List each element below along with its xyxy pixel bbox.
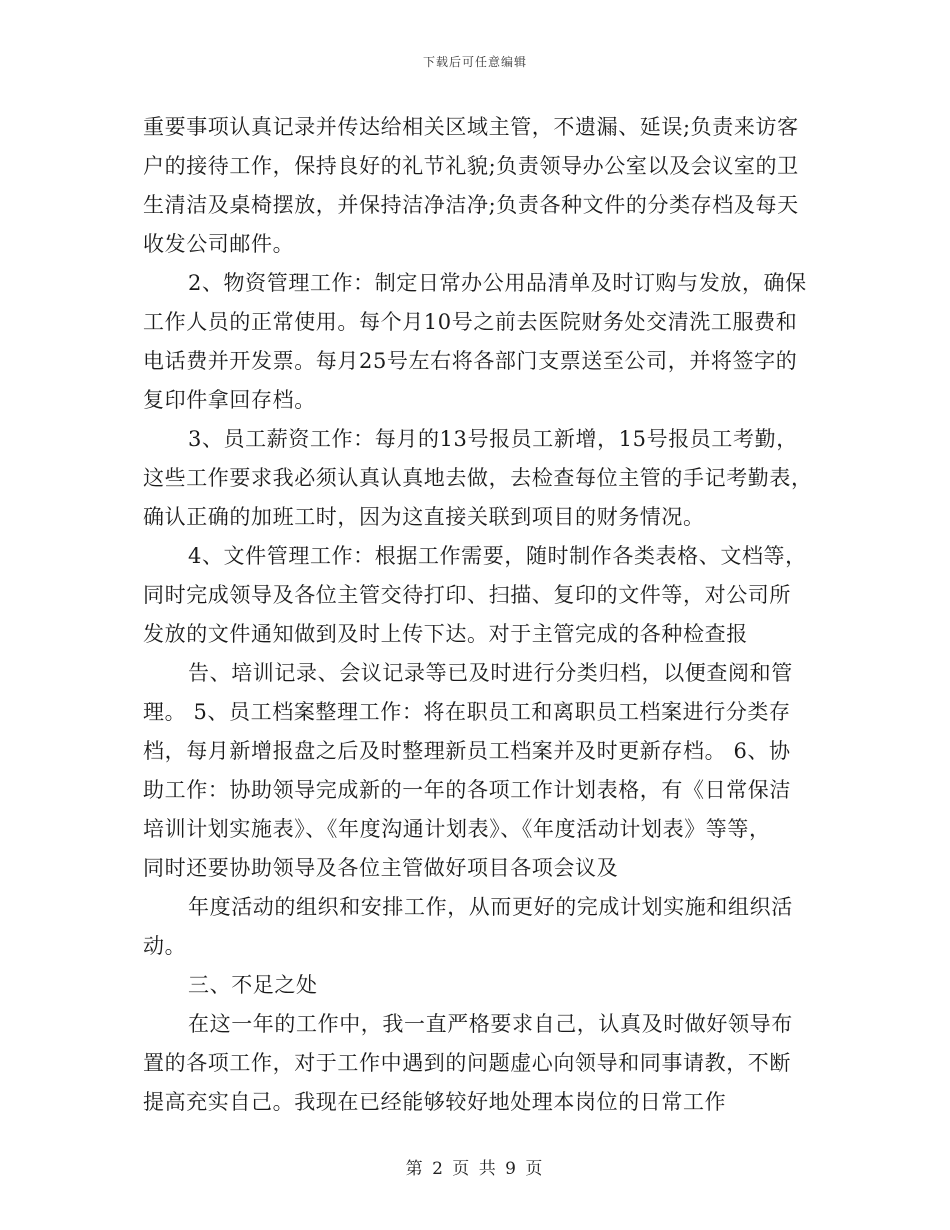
text-line: 置的各项工作，对于工作中遇到的问题虚心向领导和同事请教，不断: [143, 1051, 791, 1075]
document-body: [143, 108, 811, 1122]
text-line: 提高充实自己。我现在已经能够较好地处理本岗位的日常工作: [143, 1090, 727, 1114]
page-header: 下载后可任意编辑: [422, 55, 527, 69]
text-line: 发放的文件通知做到及时上传下达。对于主管完成的各种检查报: [143, 622, 748, 646]
text-line: 理。 5、员工档案整理工作：将在职员工和离职员工档案进行分类存: [143, 700, 791, 724]
text-line: 同时还要协助领导及各位主管做好项目各项会议及: [143, 856, 619, 880]
paragraph-start-line: 在这一年的工作中，我一直严格要求自己，认真及时做好领导布: [188, 1012, 793, 1036]
text-line: 工作人员的正常使用。每个月10号之前去医院财务处交清洗工服费和: [143, 310, 798, 334]
paragraph-start-line: 告、培训记录、会议记录等已及时进行分类归档，以便查阅和管: [188, 661, 793, 685]
text-line: 电话费并开发票。每月25号左右将各部门支票送至公司，并将签字的: [143, 349, 798, 373]
section-heading: 三、不足之处: [188, 973, 318, 997]
text-line: 助工作：协助领导完成新的一年的各项工作计划表格，有《日常保洁: [143, 778, 791, 802]
paragraph-start-line: 4、文件管理工作：根据工作需要，随时制作各类表格、文档等，: [188, 544, 807, 568]
text-line: 确认正确的加班工时，因为这直接关联到项目的财务情况。: [143, 505, 705, 529]
text-line: 动。: [143, 934, 187, 958]
text-line: 收发公司邮件。: [143, 232, 295, 256]
text-line: 同时完成领导及各位主管交待打印、扫描、复印的文件等，对公司所: [143, 583, 791, 607]
text-line: 档，每月新增报盘之后及时整理新员工档案并及时更新存档。 6、协: [143, 739, 791, 763]
paragraph-start-line: 2、物资管理工作：制定日常办公用品清单及时订购与发放，确保: [188, 271, 807, 295]
text-line: 这些工作要求我必须认真认真地去做，去检查每位主管的手记考勤表，: [143, 466, 813, 490]
text-line: 生清洁及桌椅摆放，并保持洁净洁净;负责各种文件的分类存档及每天: [143, 193, 799, 217]
paragraph-start-line: 年度活动的组织和安排工作，从而更好的完成计划实施和组织活: [188, 895, 793, 919]
text-line: 培训计划实施表》、《年度沟通计划表》、《年度活动计划表》等等，: [143, 817, 771, 841]
text-line: 复印件拿回存档。: [143, 388, 316, 412]
text-line: 重要事项认真记录并传达给相关区域主管，不遗漏、延误;负责来访客: [143, 115, 799, 139]
page-number-footer: 第 2 页 共 9 页: [405, 1159, 545, 1179]
paragraph-start-line: 3、员工薪资工作：每月的13号报员工新增，15号报员工考勤，: [188, 427, 798, 451]
text-line: 户的接待工作，保持良好的礼节礼貌;负责领导办公室以及会议室的卫: [143, 154, 799, 178]
